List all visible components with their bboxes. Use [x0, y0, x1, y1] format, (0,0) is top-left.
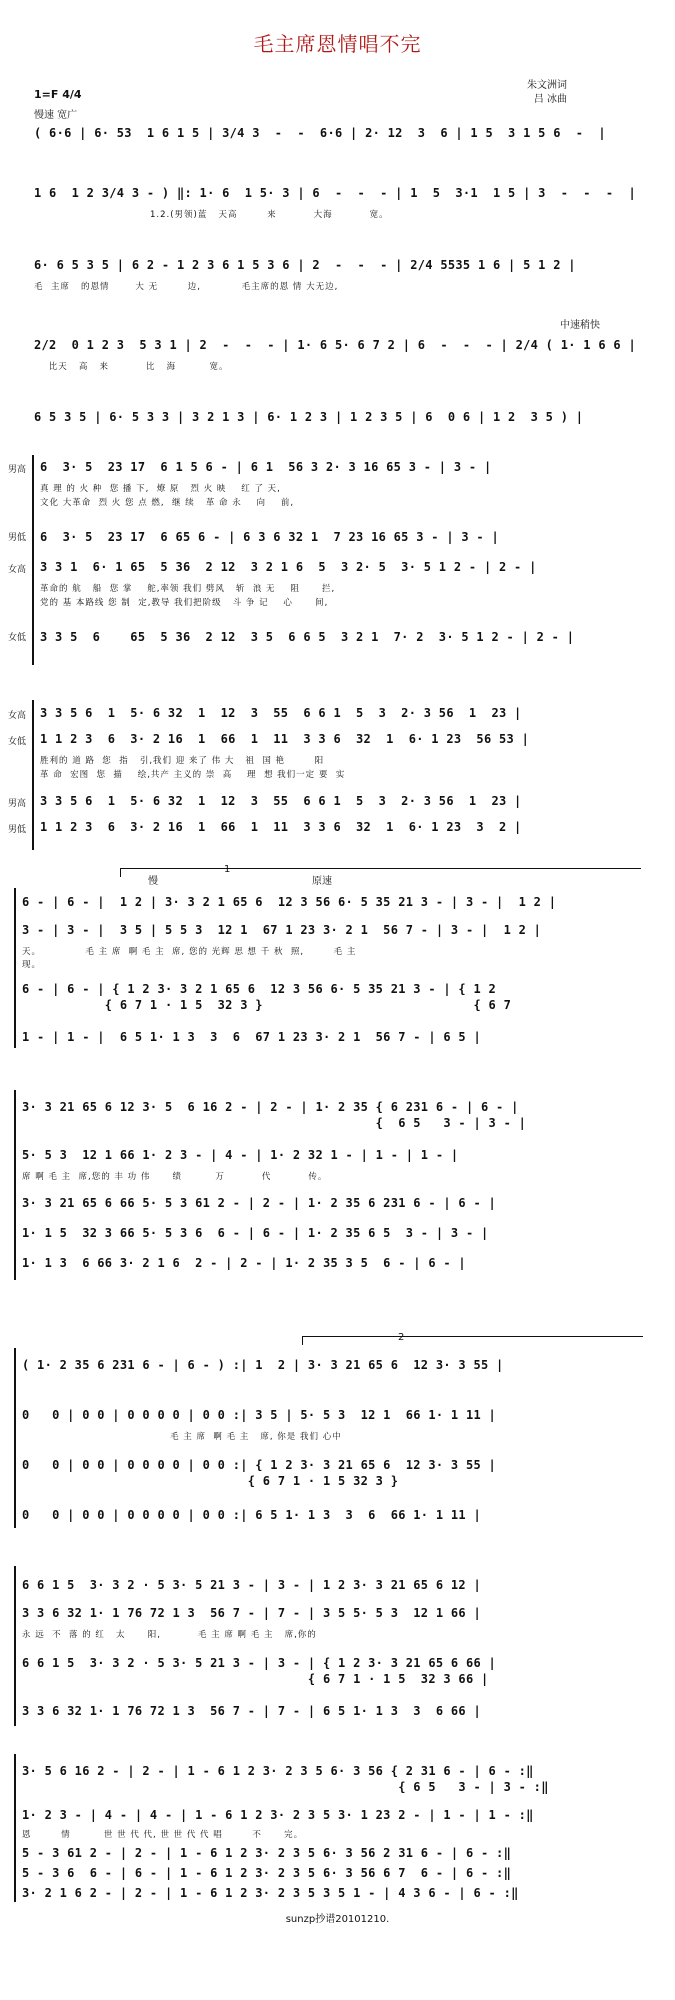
system-12-row-1: 6 6 1 5 3· 3 2 · 5 3· 5 21 3 - | 3 - | 1 2 3· 3 21 65 6 12 |	[22, 1578, 482, 1592]
system-11-row-3b: { 6 7 1 · 1 5 32 3 }	[22, 1474, 399, 1488]
system-6-male-low: 6 3· 5 23 17 6 65 6 - | 6 3 6 32 1 7 23 16 65 3 - | 3 - |	[40, 530, 500, 544]
system-13-row-5: 3· 2 1 6 2 - | 2 - | 1 - 6 1 2 3· 2 3 5 3 5 1 - | 4 3 6 - | 6 - :‖	[22, 1886, 519, 1900]
tempo-marking-mid: 中速稍快	[560, 320, 600, 331]
system-11-bracket	[14, 1348, 16, 1528]
system-8-female-low: 1 1 2 3 6 3· 2 16 1 66 1 11 3 3 6 32 1 6· 1 23 56 53 |	[40, 732, 530, 746]
system-10-row-2: 5· 5 3 12 1 66 1· 2 3 - | 4 - | 1· 2 32 1 - | 1 - | 1 - |	[22, 1148, 459, 1162]
system-10-row-3: 3· 3 21 65 6 66 5· 5 3 61 2 - | 2 - | 1· 2 35 6 231 6 - | 6 - |	[22, 1196, 497, 1210]
system-1-notes: ( 6·6 | 6· 53 1 6 1 5 | 3/4 3 - - 6·6 | 2· 12 3 6 | 1 5 3 1 5 6 - |	[34, 126, 606, 140]
volta-1-label: 1	[224, 864, 231, 875]
system-3-lyrics: 毛 主席 的恩情 大 无 边, 毛主席的恩 情 大无边,	[34, 282, 339, 292]
system-10-row-4: 1· 1 5 32 3 66 5· 5 3 6 6 - | 6 - | 1· 2 35 6 5 3 - | 3 - |	[22, 1226, 489, 1240]
system-9-row-3: 6 - | 6 - | { 1 2 3· 3 2 1 65 6 12 3 56 6· 5 35 21 3 - | { 1 2	[22, 982, 497, 996]
system-8-bracket	[32, 700, 34, 850]
system-8-lyrics-1: 胜利的 道 路 您 指 引,我们 迎 来了 伟 大 祖 国 艳 阳	[40, 756, 325, 766]
system-6-lyrics-1: 真 理 的 火 种 您 播 下, 燎 原 烈 火 映 红 了 天,	[40, 484, 281, 494]
system-4-notes: 2/2 0 1 2 3 5 3 1 | 2 - - - | 1· 6 5· 6 7 2 | 6 - - - | 2/4 ( 1· 1 6 6 |	[34, 338, 636, 352]
system-7-bracket	[32, 555, 34, 665]
system-9-lyrics-2: 现。	[22, 960, 42, 970]
voice-label-female-high: 女高	[8, 565, 27, 575]
system-11-row-3: 0 0 | 0 0 | 0 0 0 0 | 0 0 :| { 1 2 3· 3 21 65 6 12 3· 3 55 |	[22, 1458, 497, 1472]
volta-2-label: 2	[398, 1332, 405, 1343]
system-10-lyrics: 席 啊 毛 主 席,您的 丰 功 伟 绩 万 代 传。	[22, 1172, 328, 1182]
system-4-lyrics: 比天 高 来 比 海 宽。	[34, 362, 229, 372]
system-13-row-2: 1· 2 3 - | 4 - | 4 - | 1 - 6 1 2 3· 2 3 5 3· 1 23 2 - | 1 - | 1 - :‖	[22, 1808, 534, 1822]
system-12-row-4: 3 3 6 32 1· 1 76 72 1 3 56 7 - | 7 - | 6 5 1· 1 3 3 6 66 |	[22, 1704, 482, 1718]
system-11-lyrics: 毛 主 席 啊 毛 主 席, 你是 我们 心中	[22, 1432, 342, 1442]
system-10-row-5: 1· 1 3 6 66 3· 2 1 6 2 - | 2 - | 1· 2 35 3 5 6 - | 6 - |	[22, 1256, 466, 1270]
system-2-lyrics: 1.2.(男领)蓝 天高 来 大海 宽。	[150, 210, 389, 220]
system-12-lyrics: 永 远 不 落 的 红 太 阳, 毛 主 席 啊 毛 主 席,你的	[22, 1630, 317, 1640]
system-13-row-4: 5 - 3 6 6 - | 6 - | 1 - 6 1 2 3· 2 3 5 6· 3 56 6 7 6 - | 6 - :‖	[22, 1866, 512, 1880]
voice-label-male-high: 男高	[8, 465, 27, 475]
system-8-male-high: 3 3 5 6 1 5· 6 32 1 12 3 55 6 6 1 5 3 2· 3 56 1 23 |	[40, 794, 522, 808]
system-5-notes: 6 5 3 5 | 6· 5 3 3 | 3 2 1 3 | 6· 1 2 3 | 1 2 3 5 | 6 0 6 | 1 2 3 5 ) |	[34, 410, 584, 424]
system-2-notes: 1 6 1 2 3/4 3 - ) ‖: 1· 6 1 5· 3 | 6 - - - | 1 5 3·1 1 5 | 3 - - - |	[34, 186, 636, 200]
system-11-row-1: ( 1· 2 35 6 231 6 - | 6 - ) :| 1 2 | 3· 3 21 65 6 12 3· 3 55 |	[22, 1358, 504, 1372]
system-9-row-3b: { 6 7 1 · 1 5 32 3 } { 6 7	[22, 998, 512, 1012]
system-10-row-1: 3· 3 21 65 6 12 3· 5 6 16 2 - | 2 - | 1· 2 35 { 6 231 6 - | 6 - |	[22, 1100, 519, 1114]
volta-1-bracket	[120, 868, 641, 877]
system-7-lyrics-2: 党的 基 本路线 您 制 定,教导 我们把阶级 斗 争 记 心 间,	[40, 598, 329, 608]
system-11-row-4: 0 0 | 0 0 | 0 0 0 0 | 0 0 :| 6 5 1· 1 3 3 6 66 1· 1 11 |	[22, 1508, 482, 1522]
system-11-row-2: 0 0 | 0 0 | 0 0 0 0 | 0 0 :| 3 5 | 5· 5 3 12 1 66 1· 1 11 |	[22, 1408, 497, 1422]
system-7-female-high: 3 3 1 6· 1 65 5 36 2 12 3 2 1 6 5 3 2· 5 3· 5 1 2 - | 2 - |	[40, 560, 537, 574]
system-9-row-4: 1 - | 1 - | 6 5 1· 1 3 3 6 67 1 23 3· 2 1 56 7 - | 6 5 |	[22, 1030, 482, 1044]
tempo-marking-original: 原速	[312, 876, 332, 887]
voice-label-female-low-2: 女低	[8, 737, 27, 747]
system-12-row-3b: { 6 7 1 · 1 5 32 3 66 |	[22, 1672, 489, 1686]
system-10-row-1b: { 6 5 3 - | 3 - |	[22, 1116, 527, 1130]
lyricist-credit: 朱文洲词	[527, 80, 567, 91]
system-13-row-1b: { 6 5 3 - | 3 - :‖	[22, 1780, 549, 1794]
system-13-row-3: 5 - 3 61 2 - | 2 - | 1 - 6 1 2 3· 2 3 5 6· 3 56 2 31 6 - | 6 - :‖	[22, 1846, 512, 1860]
key-signature: 1=F 4/4	[34, 88, 82, 101]
system-9-row-2: 3 - | 3 - | 3 5 | 5 5 3 12 1 67 1 23 3· 2 1 56 7 - | 3 - | 1 2 |	[22, 923, 542, 937]
tempo-marking-start: 慢速 宽广	[34, 110, 78, 121]
voice-label-male-low: 男低	[8, 533, 27, 543]
system-10-bracket	[14, 1090, 16, 1280]
song-title: 毛主席恩情唱不完	[253, 32, 422, 56]
system-7-female-low: 3 3 5 6 65 5 36 2 12 3 5 6 6 5 3 2 1 7· 2 3· 5 1 2 - | 2 - |	[40, 630, 575, 644]
system-8-male-low: 1 1 2 3 6 3· 2 16 1 66 1 11 3 3 6 32 1 6· 1 23 3 2 |	[40, 820, 522, 834]
system-7-lyrics-1: 革命的 航 船 您 掌 舵,率领 我们 劈风 斩 浪 无 阻 拦,	[40, 584, 336, 594]
system-9-row-1: 6 - | 6 - | 1 2 | 3· 3 2 1 65 6 12 3 56 6· 5 35 21 3 - | 3 - | 1 2 |	[22, 895, 557, 909]
system-13-bracket	[14, 1754, 16, 1902]
voice-label-female-high-2: 女高	[8, 711, 27, 721]
system-8-lyrics-2: 革 命 宏图 您 描 绘,共产 主义的 崇 高 理 想 我们一定 要 实	[40, 770, 346, 780]
system-8-female-high: 3 3 5 6 1 5· 6 32 1 12 3 55 6 6 1 5 3 2· 3 56 1 23 |	[40, 706, 522, 720]
system-3-notes: 6· 6 5 3 5 | 6 2 - 1 2 3 6 1 5 3 6 | 2 - - - | 2/4 5535 1 6 | 5 1 2 |	[34, 258, 576, 272]
tempo-marking-slow: 慢	[148, 876, 158, 887]
system-12-row-3: 6 6 1 5 3· 3 2 · 5 3· 5 21 3 - | 3 - | { 1 2 3· 3 21 65 6 66 |	[22, 1656, 497, 1670]
voice-label-male-high-2: 男高	[8, 799, 27, 809]
voice-label-male-low-2: 男低	[8, 825, 27, 835]
system-6-lyrics-2: 文化 大革命 烈 火 您 点 燃, 继 续 革 命 永 向 前,	[40, 498, 295, 508]
system-9-lyrics-1: 天。 毛 主 席 啊 毛 主 席, 您的 光辉 思 想 千 秋 照, 毛 主	[22, 947, 357, 957]
system-12-row-2: 3 3 6 32 1· 1 76 72 1 3 56 7 - | 7 - | 3 5 5· 5 3 12 1 66 |	[22, 1606, 482, 1620]
system-12-bracket	[14, 1566, 16, 1726]
volta-2-bracket	[302, 1336, 643, 1345]
system-13-lyrics: 恩 情 世 世 代 代, 世 世 代 代 唱 不 完。	[22, 1830, 304, 1840]
system-6-bracket	[32, 455, 34, 565]
system-13-row-1: 3· 5 6 16 2 - | 2 - | 1 - 6 1 2 3· 2 3 5 6· 3 56 { 2 31 6 - | 6 - :‖	[22, 1764, 534, 1778]
transcriber-footer: sunzp抄谱20101210.	[285, 1914, 390, 1925]
system-6-male-high: 6 3· 5 23 17 6 1 5 6 - | 6 1 56 3 2· 3 16 65 3 - | 3 - |	[40, 460, 492, 474]
system-9-bracket	[14, 888, 16, 1048]
composer-credit: 吕 冰曲	[533, 94, 567, 105]
voice-label-female-low: 女低	[8, 633, 27, 643]
